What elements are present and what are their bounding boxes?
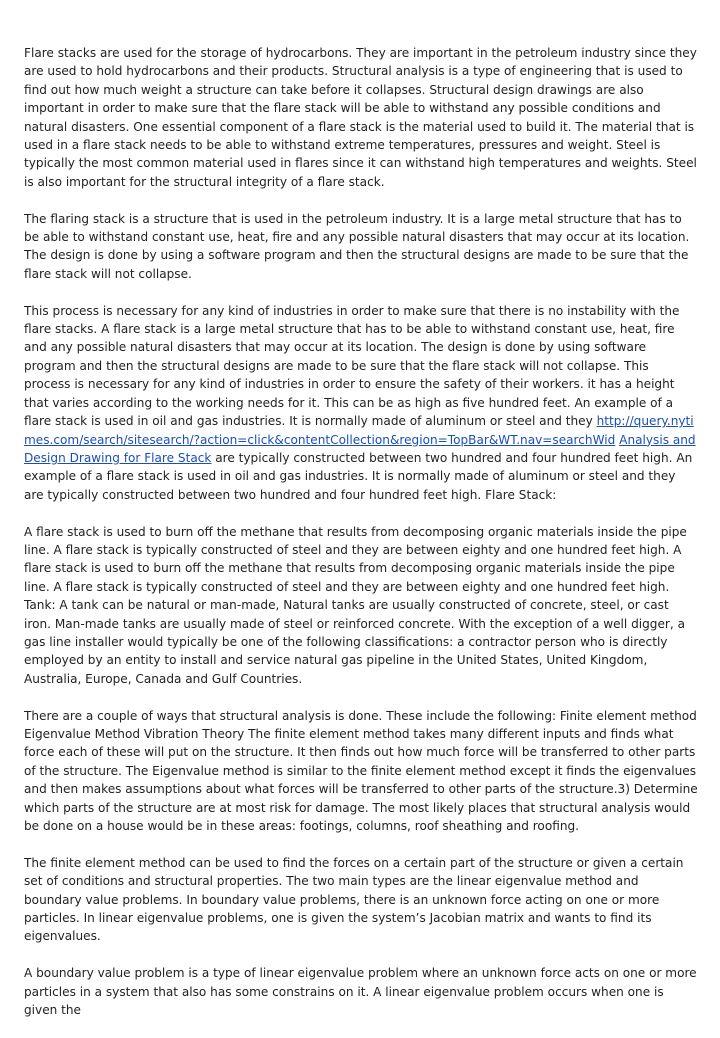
nytimes-search-link[interactable]: http://query.nytimes.com/search/sitesearch/?action=click&contentCollection&region=TopBar&WT.nav=searchWid — [24, 414, 694, 447]
article-body — [24, 44, 698, 1038]
paragraph-3 — [24, 302, 698, 504]
paragraph-2: The flaring stack is a structure that is used in the petroleum industry. It is a large metal structure that has to be able to withstand constant use, heat, fire and any possible natural disasters that may occur at its location. The design is done by using a software program and then the structural designs are made to be sure that the flare stack will not collapse. — [24, 211, 690, 281]
paragraph-3-text-after: are typically constructed between two hundred and four hundred feet high. An example of a flare stack is used in oil and gas industries. It is normally made of aluminum or steel and they are typically constructed between two hundred and four hundred feet high. Flare Stack: — [24, 450, 693, 502]
paragraph-4: A flare stack is used to burn off the methane that results from decomposing organic materials inside the pipe line. A flare stack is typically constructed of steel and they are between eighty and one hundred feet high. A flare stack is used to burn off the methane that results from decomposing organic materials inside the pipe line. A flare stack is typically constructed of steel and they are between eighty and one hundred feet high. Tank: A tank can be natural or man-made, Natural tanks are usually constructed of concrete, steel, or cast iron. Man-made tanks are usually made of steel or reinforced concrete. With the exception of a well digger, a gas line installer would typically be one of the following classifications: a contractor person who is directly employed by an entity to install and service natural gas pipeline in the United States, United Kingdom, Australia, Europe, Canada and Gulf Countries. — [24, 524, 687, 686]
paragraph-1: Flare stacks are used for the storage of hydrocarbons. They are important in the petroleum industry since they are used to hold hydrocarbons and their products. Structural analysis is a type of engineering that is used to find out how much weight a structure can take before it collapses. Structural design drawings are also important in order to make sure that the flare stack will be able to withstand any possible conditions and natural disasters. One essential component of a flare stack is the material used to build it. The material that is used in a flare stack needs to be able to withstand extreme temperatures, pressures and weight. Steel is typically the most common material used in flares since it can withstand high temperatures and weights. Steel is also important for the structural integrity of a flare stack. — [24, 46, 697, 189]
paragraph-3-text-before: This process is necessary for any kind of industries in order to make sure that there is no instability with the flare stacks. A flare stack is a large metal structure that has to be able to withstand constant use, heat, fire and any possible natural disasters that may occur at its location. The design is done by using software program and then the structural designs are made to be sure that the flare stack will not collapse. This process is necessary for any kind of industries in order to ensure the safety of their workers. it has a height that varies according to the working needs for it. This can be as high as five hundred feet. An example of a flare stack is used in oil and gas industries. It is normally made of aluminum or steel and they — [24, 303, 680, 429]
paragraph-5: There are a couple of ways that structural analysis is done. These include the following: Finite element method Eigenvalue Method Vibration Theory The finite element method takes many different inputs and finds what force each of these will put on the structure. It then finds out how much force will be transferred to other parts of the structure. The Eigenvalue method is similar to the finite element method except it finds the eigenvalues and then makes assumptions about what forces will be transferred to other parts of the structure.3) Determine which parts of the structure are at most risk for damage. The most likely places that structural analysis would be done on a house would be in these areas: footings, columns, roof sheathing and roofing. — [24, 708, 698, 833]
flare-stack-design-link[interactable]: Analysis and Design Drawing for Flare Stack — [24, 432, 696, 465]
paragraph-6: The finite element method can be used to find the forces on a certain part of the structure or given a certain set of conditions and structural properties. The two main types are the linear eigenvalue method and boundary value problems. In boundary value problems, there is an unknown force acting on one or more particles. In linear eigenvalue problems, one is given the system’s Jacobian matrix and wants to find its eigenvalues. — [24, 855, 684, 944]
paragraph-7: A boundary value problem is a type of linear eigenvalue problem where an unknown force acts on one or more particles in a system that also has some constrains on it. A linear eigenvalue problem occurs when one is given the — [24, 966, 697, 1018]
